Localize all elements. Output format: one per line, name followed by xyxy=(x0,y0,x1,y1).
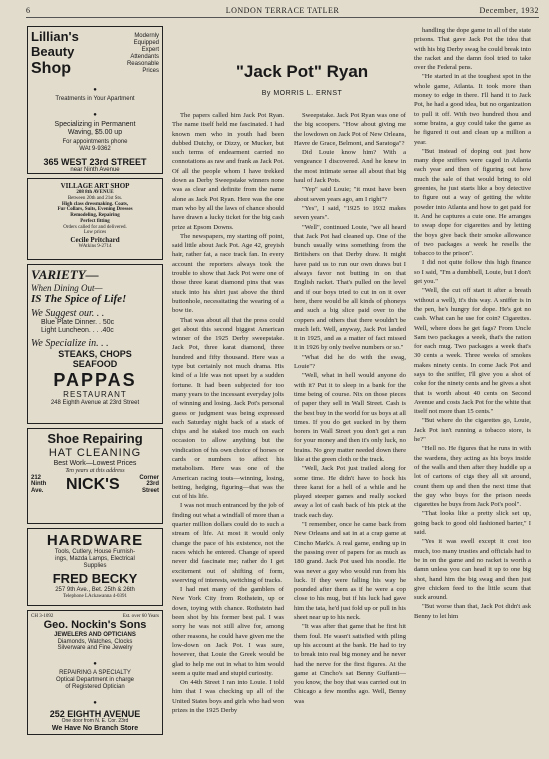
article-paragraph: "It was after that game that he first hit them foul. He wasn't satisfied with piling up his account at the bank. He had to try to break into real big money and he never had the nerve for the first figures. At the game at Cincho's sat Benny Guffanti—you know, the boy that was carried out in Chicago a few months ago. Well, Benny was xyxy=(294,623,406,705)
article-column-1 xyxy=(172,111,284,751)
article-paragraph: "But instead of doping out just how many dope sniffers were caged in Atlanta each year and then of figuring out how much the sale of that would bring to old greenies, he just starts like a boy detective to figure out a way of getting the white powder into Atlanta and how to get paid for it. And he captures a cute one. He arranges to swap dope for cigarettes and by letting the boys give back their smoke allowance of two packages a week he resells the tobacco to the prison". xyxy=(414,147,531,258)
article-paragraph: I had met many of the gamblers of New York City from Rothstein, up or down, toying with chance. Rothstein had been shot by his former best pal. I was sorry he was not still alive for, among other reasons, he could have given me the low-down on Jack Pot. I was sure, however, that Louie the Greek would be glad to help me out in what to him would seem a quite mad and stupid curiosity. xyxy=(172,586,284,677)
article-paragraph: "Well", continued Louie, "we all heard that Jack Pot had cleaned up. One of the bunch usually wins something from the Britishers on that Derby draw. It might have paid us to run our own draws but I always favor not butting in on that English racket. That's pulled on the level and if our boys tried to cut in on it over here, there would be all kinds of phoneys and such a big slice paid over to the coppers and others that there wouldn't be much left. Well, anyway, Jack Pot landed it in 1925, and as a matter of fact missed it in 1926 by only twelve numbers or so." xyxy=(294,223,406,352)
article-column-3 xyxy=(414,26,531,751)
ad-nockins-sons-jewelers: CH 3-1092 Est. over 60 Years Geo. Nockin's Sons JEWELERS AND OPTICIANS Diamonds, Watches, Clocks Silverware and Fine Jewelry ● REPAIRING A SPECIALTY Optical Department in charge of Registered Optician ● 252 EIGHTH AVENUE One door from N. E. Cor. 23rd We Have No Branch Store xyxy=(27,610,163,735)
bullet-icon: ● xyxy=(93,699,97,706)
article-paragraph: "Well, Jack Pot just trailed along for some time. He didn't have to hock his three karat for a hell of a while and he played steeper games and really socked away a lot of cash back of his pick at the track each day. xyxy=(294,465,406,519)
nicks-address-row: 212 Ninth Ave. NICK'S Corner 23rd Street xyxy=(31,474,159,495)
article-column-2 xyxy=(294,111,406,751)
ad-lillians-beauty-shop: Lillian's Beauty Shop Modernly Equipped Expert Attendants Reasonable Prices ● Treatments in Your Apartment ● Specializing in Permanent Waving, $5.00 up For appointments phone WAt 9-9362 365 WEST 23rd STREET near Ninth Avenue xyxy=(27,26,163,174)
article-paragraph: Sweepstake. Jack Pot Ryan was one of the big scoopers. "How about giving me the lowdown on Jack Pot of New Orleans, Havre de Grace, Belmont, and Saratoga"? xyxy=(294,112,406,147)
article-paragraph: "Yes it was swell except it cost too much, too many trusties and officials had to be in on the game and no racket is worth a damn unless you can head it up to one big shot, hand him the big swag and then just give chicken feed to the little scum that suck around. xyxy=(414,538,531,602)
article-paragraph: The papers called him Jack Pot Ryan. The name itself held me fascinated. I had known men who in youth had been dubbed Dutchy, or Dizzy, or Mucker, but such terms of endearment carried no connotations as raw and frank as Jack Pot. Of all the people whom I have trekked down as Derby Sweepstake winners none was as clear and definite from the name alone as Jack Pot Ryan. Here was the one man who by all the laws of chance should have drawn a lucky ticket for the big cash prize at Epsom Downs. xyxy=(172,112,284,231)
publication-title: LONDON TERRACE TATLER xyxy=(225,6,340,15)
article-paragraph: Did Louie know him? With a vengeance I discovered. And he knew in the most intimate sense all about that big haul of Jack Pots. xyxy=(294,149,406,185)
article-paragraph: "But worse than that, Jack Pot didn't ask Benny to let him xyxy=(414,603,531,620)
ad-fred-becky-hardware: HARDWARE Tools, Cutlery, House Furnish- ings, Mazda Lamps, Electrical Supplies FRED BECKY 257 9th Ave., Bet. 25th & 26th Telephone LAckawanna 4-0391 xyxy=(27,528,163,606)
issue-date: December, 1932 xyxy=(479,6,539,15)
page-number: 6 xyxy=(26,6,31,15)
article-paragraph: "What did he do with the swag, Louie"? xyxy=(294,353,406,371)
bullet-icon: ● xyxy=(93,87,97,94)
article-paragraph: "But where do the cigarettes go, Louie, Jack Pot isn't running a tobacco store, is he?" xyxy=(414,417,531,444)
article-paragraph: I was not much entranced by the job of finding out what a windfall of more than a quarter million dollars could do to such a stream of life. At most it would only change the pace of his existence, not the races which he entered. Change of speed never did fascinate me; rather do I get excitement out of shifting of form, swerving of interests, switching of tracks. xyxy=(172,502,284,584)
bullet-icon: ● xyxy=(93,661,97,668)
article-paragraph: "That looks like a pretty slick set up, going back to good old fashioned barter," I said. xyxy=(414,510,531,537)
article-paragraph: "Well, what in hell would anyone do with it? Put it to sleep in a bank for the time being of course. Nix on those pieces of paper they sell in Wall Street. Cash is the best buy in the world for us boys at all times. If you do get sucked in by them borers in Wall Street you don't get a run for your money and then it's only luck, no brains. No grey matter needed down there like at the green cloth or the track. xyxy=(294,372,406,463)
ad-pappas-restaurant: VARIETY— When Dining Out— IS The Spice of Life! We Suggest our. . . Blue Plate Dinner. . 50c Light Luncheon. . . .40c We Specialize in. . . STEAKS, CHOPS SEAFOOD PAPPAS RESTAURANT 248 Eighth Avenue at 23rd Street xyxy=(27,264,163,424)
article-paragraph: "Yep" said Louie; "it must have been about seven years ago, am I right"? xyxy=(294,186,406,203)
article-title: "Jack Pot" Ryan xyxy=(235,62,369,81)
bullet-icon: ● xyxy=(93,112,97,119)
article-paragraph: "Well, the cut off start it after a breath without a well), it's this way. A sniffer is in the pen, he's hungry for dope. He's got no cash. What can he use for coin? Cigarettes. Well, where does he get fags? From Uncle Sam two packages a week, that's the ration for each mug. Two packages a week that's 30 cents a week. Three weeks of smokes makes ninety cents. In come Jack Pot and says to the sniffer, I'll give you a shot of coke for the ninety cents and he gives a shot that is worth about 40 cents on Second Avenue and costs Jack Pot for the white that itself not more than 15 cents." xyxy=(414,287,531,416)
ad-nicks-shoe-repairing: Shoe Repairing HAT CLEANING Best Work—Lowest Prices Ten years at this address 212 Ninth Ave. NICK'S Corner 23rd Street xyxy=(27,428,163,524)
article-paragraph: I did not quite follow this high finance so I said, "I'm a dumbbell, Louie, but I don't get you." xyxy=(414,259,531,286)
article-paragraph: handling the dope game in all of the state prisons. That gave Jack Pot the idea that with his big Derby swag he could break into the racket and the damn fool tried to take over the Federal pens. xyxy=(414,27,531,72)
article-paragraph: That was about all that the press could get about this second biggest American winner of the 1925 Derby sweepstake. Jack Pot, three karat diamond, three hundred and fifty thousand. Here was a type but certainly not much drama. His kind of a life was not upset by a sudden fortune. It had been subjected for too many years to the incessant everyday jolts of winning and losing. Jack Pot's personal guess or judgment was being expressed each Saturday night back of a stack of chips and he staked too much on each occasion to allow anything but the vindication of his own choice of horses or cards or numbers to affect his metabolism. Here was one of the American racing touts—winning, losing, betting, hedging, figuring—that was the cut of his life. xyxy=(172,316,284,501)
article-paragraph: "I remember, once he came back from New Orleans and sat in at a crap game at Cincho Mark's. A real game, ending up in the passing over of papers for as much as 180 grand. Jack Pot used his noodle. He was never a guy who would run from his luck. If they were falling his way he pounded after them as if he were a cop close to his mug, but if his luck had gave him the tata, he'd just fold up or pull in his sheet near up to his neck. xyxy=(294,521,406,622)
ad-village-art-shop: VILLAGE ART SHOP 208 8th AVENUE Between 20th and 21st Sts. High class dressmaking. Coats, Fur Collars, Suits, Evening Dresses Remodeling, Repairing Perfect fitting Orders called for and delivered. Low prices Cecile Pritchard WAtkins 9-2714 xyxy=(27,178,163,260)
article-paragraph: "He started in at the toughest spot in the whole game, Atlanta. It took more than money to edge in there. I'll hand it to Jack Pot, he had a good idea, but no organization to pull it off. With two hundred thou and some brains, a guy could take the game as he figured it out and clean up a million a year. xyxy=(414,73,531,146)
article-paragraph: "Hell no. He figures that he runs in with the wardens, they acting as his boys inside of the walls and then after they huddle up a lot of cartons of cigs they all sit around, count them up and then the next time that the guy who buys for the prison needs cigarettes he buys from Jack Pot's pool". xyxy=(414,445,531,509)
ads-column xyxy=(27,26,163,739)
article-paragraph: "Yes", I said, "1925 to 1932 makes seven years". xyxy=(294,204,406,222)
article-paragraph: The newspapers, my starting off point, said little about Jack Pot. Age 42, greyish hair, rather fat, a race track fan. In every account the reporters always took the trouble to show that Jack Pot were one of those three karat diamond pins that was stuck into his shirt just above the third buttonhole, necessitating the wearing of a bow tie. xyxy=(172,232,284,315)
header-rule xyxy=(26,17,539,18)
article-paragraph: On 44th Street I ran into Louie. I told him that I was checking up all of the United States boys and girls who had won prizes in the 1925 Derby xyxy=(172,679,284,714)
article-byline: By MORRIS L. ERNST xyxy=(261,90,343,97)
